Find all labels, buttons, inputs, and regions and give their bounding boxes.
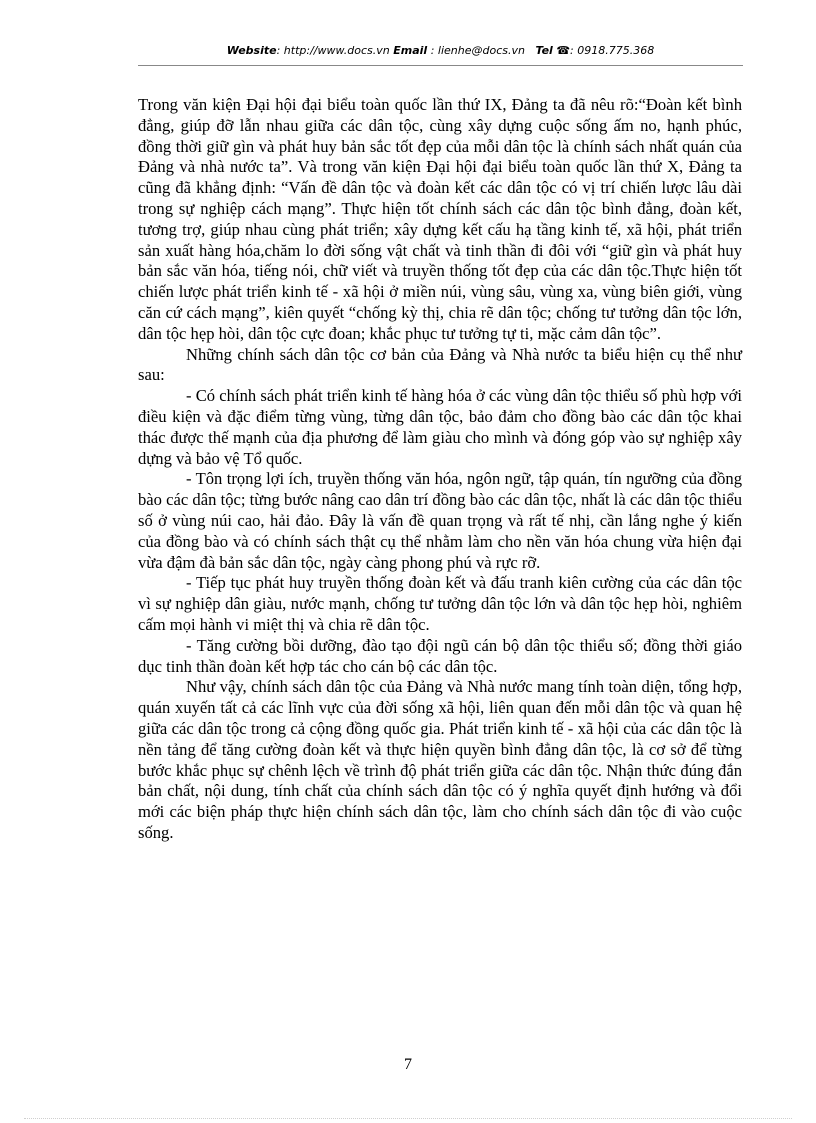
- tel-label: Tel: [535, 44, 553, 57]
- paragraph: - Có chính sách phát triển kinh tế hàng hóa ở các vùng dân tộc thiểu số phù hợp với điều kiện và đặc điểm từng vùng, từng dân tộc, bảo đảm cho đồng bào các dân tộc khai thác được thế mạnh của địa phương để làm giàu cho mình và đóng góp vào sự nghiệp xây dựng và bảo vệ Tổ quốc.: [138, 386, 742, 468]
- paragraph: - Tiếp tục phát huy truyền thống đoàn kết và đấu tranh kiên cường của các dân tộc vì sự nghiệp dân giàu, nước mạnh, chống tư tưởng dân tộc lớn và dân tộc hẹp hòi, nghiêm cấm mọi hành vi miệt thị và chia rẽ dân tộc.: [138, 573, 742, 634]
- tel-value: : 0918.775.368: [570, 44, 655, 57]
- phone-icon: ☎: [556, 44, 571, 57]
- paragraph: - Tăng cường bồi dưỡng, đào tạo đội ngũ cán bộ dân tộc thiểu số; đồng thời giáo dục tinh thần đoàn kết hợp tác cho cán bộ các dân tộc.: [138, 635, 742, 676]
- document-body: [138, 95, 742, 844]
- page-bottom-border: [24, 1118, 792, 1119]
- email-value: : lienhe@docs.vn: [427, 44, 525, 57]
- page-header: [138, 44, 743, 57]
- paragraph: Những chính sách dân tộc cơ bản của Đảng và Nhà nước ta biểu hiện cụ thể như sau:: [138, 344, 742, 385]
- paragraph: Trong văn kiện Đại hội đại biểu toàn quốc lần thứ IX, Đảng ta đã nêu rõ:“Đoàn kết bình đẳng, giúp đỡ lẫn nhau giữa các dân tộc, cùng xây dựng cuộc sống ấm no, hạnh phúc, đồng thời giữ gìn và phát huy bản sắc tốt đẹp của mỗi dân tộc là chính sách nhất quán của Đảng và nhà nước ta”. Và trong văn kiện Đại hội đại biểu toàn quốc lần thứ X, Đảng ta cũng đã khẳng định: “Vấn đề dân tộc và đoàn kết các dân tộc có vị trí chiến lược lâu dài trong sự nghiệp cách mạng”. Thực hiện tốt chính sách các dân tộc bình đẳng, đoàn kết, tương trợ, giúp nhau cùng phát triển; xây dựng kết cấu hạ tầng kinh tế, xã hội, phát triển sản xuất hàng hóa,chăm lo đời sống vật chất và tinh thần đi đôi với “giữ gìn và phát huy bản sắc văn hóa, tiếng nói, chữ viết và truyền thống tốt đẹp của các dân tộc.Thực hiện tốt chiến lược phát triển kinh tế - xã hội ở miền núi, vùng sâu, vùng xa, vùng biên giới, vùng căn cứ cách mạng”, kiên quyết “chống kỳ thị, chia rẽ dân tộc; chống tư tưởng dân tộc lớn, dân tộc hẹp hòi, dân tộc cực đoan; khắc phục tư tưởng tự ti, mặc cảm dân tộc”.: [138, 95, 742, 343]
- email-label: Email: [393, 44, 428, 57]
- page-number: 7: [404, 1056, 412, 1073]
- paragraph: Như vậy, chính sách dân tộc của Đảng và Nhà nước mang tính toàn diện, tổng hợp, quán xuyến tất cả các lĩnh vực của đời sống xã hội, liên quan đến mỗi dân tộc và quan hệ giữa các dân tộc trong cả cộng đồng quốc gia. Phát triển kinh tế - xã hội của các dân tộc là nền tảng để tăng cường đoàn kết và thực hiện quyền bình đẳng dân tộc, là cơ sở để từng bước khắc phục sự chênh lệch về trình độ phát triển giữa các dân tộc. Nhận thức đúng đắn bản chất, nội dung, tính chất của chính sách dân tộc có ý nghĩa quyết định hướng và đổi mới các biện pháp thực hiện chính sách dân tộc, làm cho chính sách dân tộc đi vào cuộc sống.: [138, 677, 742, 842]
- paragraph: - Tôn trọng lợi ích, truyền thống văn hóa, ngôn ngữ, tập quán, tín ngưỡng của đồng bào các dân tộc; từng bước nâng cao dân trí đồng bào các dân tộc, nhất là các dân tộc thiểu số ở vùng núi cao, hải đảo. Đây là vấn đề quan trọng và rất tế nhị, cần lắng nghe ý kiến của đồng bào và có chính sách thật cụ thể nhằm làm cho nền văn hóa chung vừa hiện đại vừa đậm đà bản sắc dân tộc, ngày càng phong phú và rực rỡ.: [138, 469, 742, 572]
- website-label: Website: [226, 44, 277, 57]
- header-rule: [138, 65, 743, 66]
- website-value: : http://www.docs.vn: [276, 44, 390, 57]
